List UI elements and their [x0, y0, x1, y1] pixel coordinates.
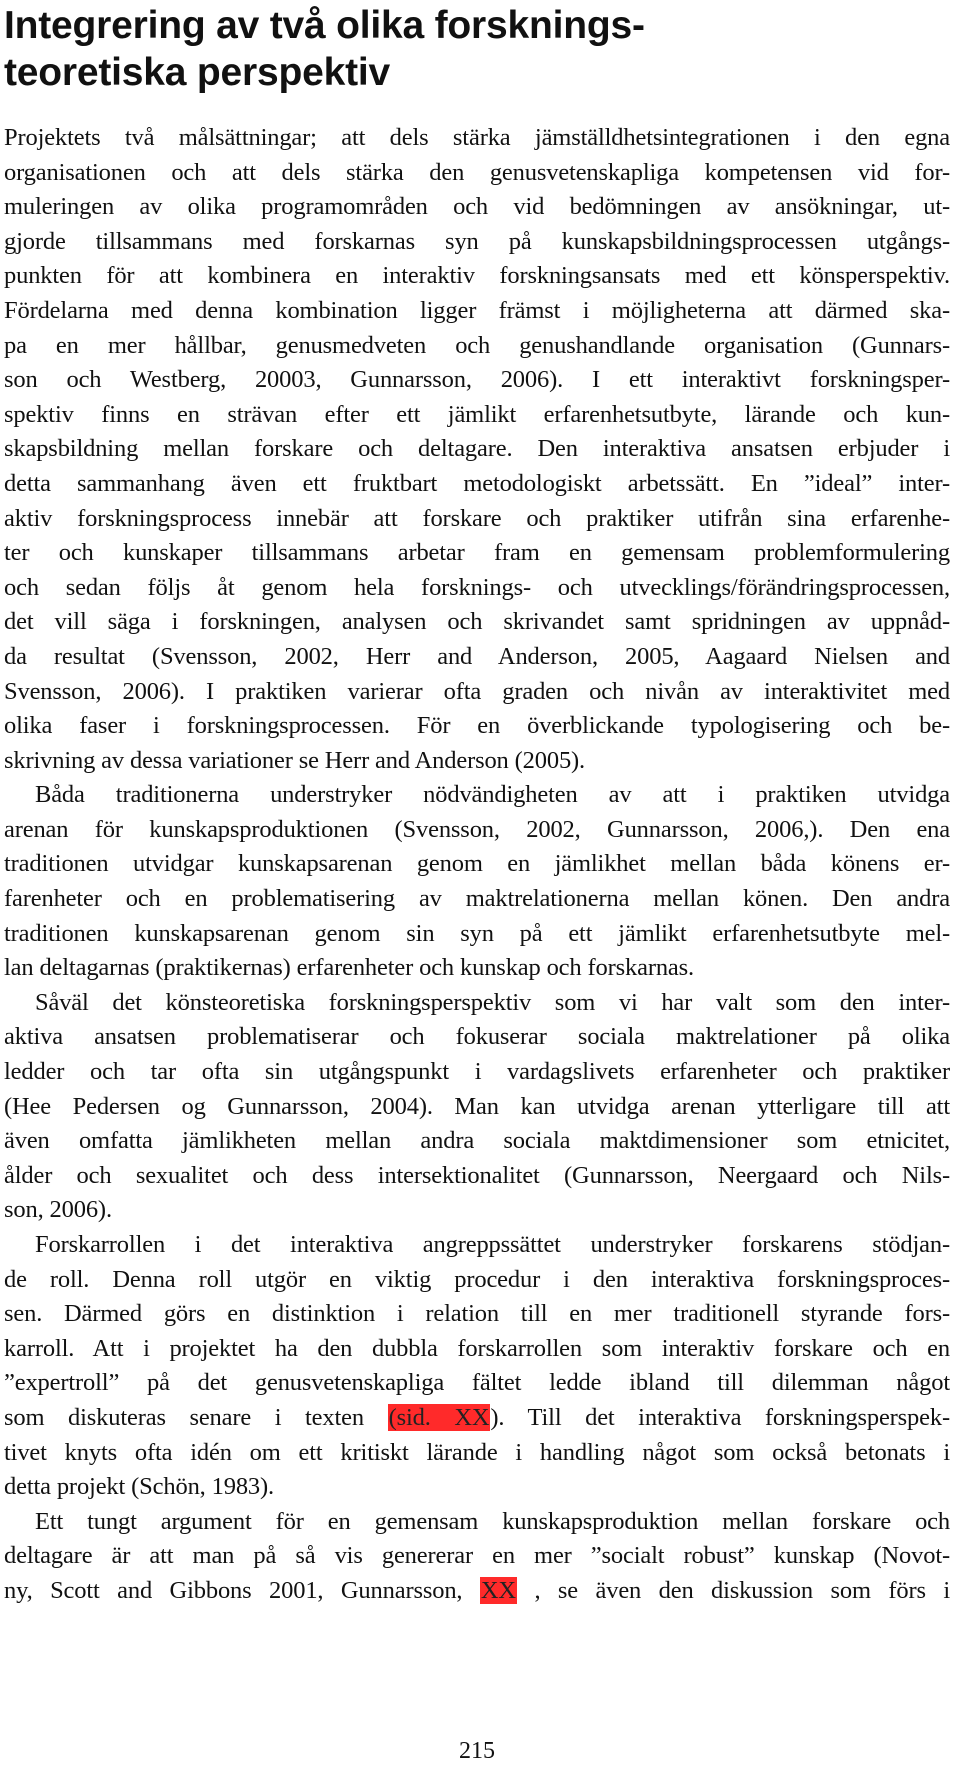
text-line: arenan för kunskapsproduktionen (Svensson, 2002, Gunnarsson, 2006,). Den ena: [4, 815, 950, 843]
text-line: Forskarrollen i det interaktiva angreppssättet understryker forskarens stödjan-: [35, 1231, 950, 1258]
text-line: detta sammanhang även ett fruktbart metodologiskt arbetssätt. En ”ideal” inter-: [4, 469, 950, 497]
text-line: muleringen av olika programområden och vid bedömningen av ansökningar, ut-: [4, 193, 950, 221]
text-line: sen. Därmed görs en distinktion i relation till en mer traditionell styrande fors-: [4, 1300, 950, 1328]
text-line: son och Westberg, 20003, Gunnarsson, 2006). I ett interaktivt forskningsper-: [4, 366, 950, 394]
text-line: skapsbildning mellan forskare och deltagare. Den interaktiva ansatsen erbjuder i: [4, 435, 950, 463]
text-line: punkten för att kombinera en interaktiv forskningsansats med ett könsperspektiv.: [4, 262, 950, 290]
text-segment: ny, Scott and Gibbons 2001, Gunnarsson,: [4, 1576, 480, 1604]
text-line: traditionen kunskapsarenan genom sin syn på ett jämlikt erfarenhetsutbyte mel-: [4, 919, 950, 947]
text-line: tivet knyts ofta idén om ett kritiskt lärande i handling något som också betonats i: [4, 1438, 950, 1466]
text-line: organisationen och att dels stärka den genusvetenskapliga kompetensen vid for-: [4, 158, 950, 186]
text-line: Ett tungt argument för en gemensam kunskapsproduktion mellan forskare och: [35, 1507, 950, 1535]
text-line: deltagare är att man på så vis genererar en mer ”socialt robust” kunskap (Novot-: [4, 1542, 950, 1570]
text-line: aktiva ansatsen problematiserar och fokuserar sociala maktrelationer på olika: [4, 1023, 950, 1051]
text-line: de roll. Denna roll utgör en viktig procedur i den interaktiva forskningsproces-: [4, 1265, 950, 1293]
section-heading: [4, 0, 950, 96]
text-line: Fördelarna med denna kombination ligger främst i möjligheterna att därmed ska-: [4, 296, 950, 324]
text-line-with-highlight: [4, 1574, 950, 1609]
text-line: (Hee Pedersen og Gunnarsson, 2004). Man kan utvidga arenan ytterligare till att: [4, 1092, 950, 1120]
paragraph: [4, 121, 950, 778]
text-line: Svensson, 2006). I praktiken varierar ofta graden och nivån av interaktivitet med: [4, 677, 950, 705]
text-line: olika faser i forskningsprocessen. För en överblickande typologisering och be-: [4, 712, 950, 740]
text-line: spektiv finns en strävan efter ett jämlikt erfarenhetsutbyte, lärande och kun-: [4, 400, 950, 428]
heading-line: teoretiska perspektiv: [4, 51, 390, 94]
text-line: skrivning av dessa variationer se Herr and Anderson (2005).: [4, 746, 586, 774]
page-number: 215: [459, 1738, 495, 1764]
text-line: ledder och tar ofta sin utgångspunkt i vardagslivets erfarenheter och praktiker: [4, 1058, 950, 1086]
text-line: detta projekt (Schön, 1983).: [4, 1473, 275, 1501]
heading-line: Integrering av två olika forsknings-: [4, 4, 645, 47]
text-line: ålder och sexualitet och dess intersektionalitet (Gunnarsson, Neergaard och Nils-: [4, 1161, 950, 1189]
text-segment: som diskuteras senare i texten: [4, 1403, 388, 1431]
highlighted-placeholder: XX: [480, 1576, 516, 1604]
text-line: aktiv forskningsprocess innebär att forskare och praktiker utifrån sina erfarenhe-: [4, 504, 950, 532]
text-line: lan deltagarnas (praktikernas) erfarenheter och kunskap och forskarnas.: [4, 954, 695, 982]
text-segment: ). Till det interaktiva forskningsperspek-: [490, 1403, 950, 1431]
text-line: Projektets två målsättningar; att dels stärka jämställdhetsintegrationen i den egna: [4, 124, 950, 151]
text-line: även omfatta jämlikheten mellan andra sociala maktdimensioner som etnicitet,: [4, 1127, 950, 1155]
text-line-with-highlight: [4, 1401, 950, 1436]
text-line: son, 2006).: [4, 1196, 112, 1224]
text-line: traditionen utvidgar kunskapsarenan genom en jämlikhet mellan båda könens er-: [4, 850, 950, 878]
paragraph: [4, 1228, 950, 1505]
text-line: karroll. Att i projektet ha den dubbla forskarrollen som interaktiv forskare och en: [4, 1334, 950, 1362]
highlighted-placeholder: (sid. XX: [388, 1403, 490, 1431]
text-line: farenheter och en problematisering av maktrelationerna mellan könen. Den andra: [4, 885, 950, 913]
paragraph: [4, 1505, 950, 1609]
text-line: Båda traditionerna understryker nödvändigheten av att i praktiken utvidga: [35, 781, 950, 809]
text-line: och sedan följs åt genom hela forsknings- och utvecklings/förändringsprocessen,: [4, 573, 950, 601]
text-segment: , se även den diskussion som förs i: [516, 1576, 950, 1604]
text-line: Såväl det könsteoretiska forskningsperspektiv som vi har valt som den inter-: [35, 988, 950, 1016]
text-line: pa en mer hållbar, genusmedveten och genushandlande organisation (Gunnars-: [4, 331, 950, 359]
text-line: ”expertroll” på det genusvetenskapliga fältet ledde ibland till dilemman något: [4, 1369, 950, 1397]
text-line: da resultat (Svensson, 2002, Herr and Anderson, 2005, Aagaard Nielsen and: [4, 642, 950, 670]
document-page: [4, 0, 950, 1780]
text-line: gjorde tillsammans med forskarnas syn på kunskapsbildningsprocessen utgångs-: [4, 227, 950, 255]
text-line: ter och kunskaper tillsammans arbetar fram en gemensam problemformulering: [4, 539, 950, 567]
paragraph: [4, 986, 950, 1228]
body-text: [4, 121, 950, 1609]
text-line: det vill säga i forskningen, analysen och skrivandet samt spridningen av uppnåd-: [4, 608, 950, 636]
paragraph: [4, 778, 950, 986]
